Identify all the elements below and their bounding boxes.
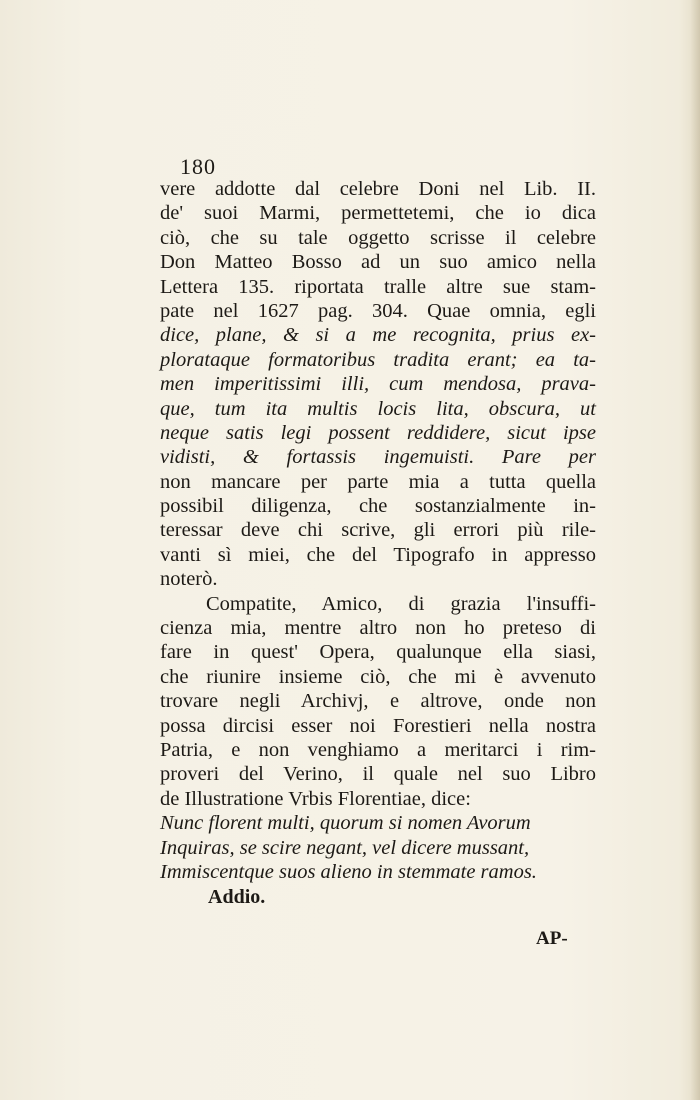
page-number: 180 [180,154,216,179]
text-line: Don Matteo Bosso ad un suo amico nella [160,251,596,274]
text-line: fare in quest' Opera, qualunque ella siasi, [160,641,596,664]
text-line: vanti sì miei, che del Tipografo in appresso [160,543,596,566]
text-line-latin: que, tum ita multis locis lita, obscura, ut [160,397,596,420]
closing-salutation: Addio. [208,886,266,908]
verse-line: Nunc florent multi, quorum si nomen Avorum [160,812,531,835]
text-line-latin: neque satis legi possent reddidere, sicut ipse [160,421,596,444]
body-text [160,177,596,884]
text-line-latin: vidisti, & fortassis ingemuisti. Pare per [160,446,596,469]
page-edge-shadow [690,0,700,1100]
text-line: cienza mia, mentre altro non ho preteso di [160,617,596,640]
text-line: pate nel 1627 pag. 304. Quae omnia, egli [160,299,596,322]
text-line: ciò, che su tale oggetto scrisse il celebre [160,226,596,249]
text-line-latin: dice, plane, & si a me recognita, prius ex- [160,324,596,347]
text-line-latin: men imperitissimi illi, cum mendosa, prava- [160,373,596,396]
text-line: non mancare per parte mia a tutta quella [160,470,596,493]
text-line-paragraph-end: noterò. [160,568,218,591]
verse-line: Immiscentque suos alieno in stemmate ramos. [160,860,537,883]
text-line: che riunire insieme ciò, che mi è avvenuto [160,665,596,688]
text-line: Patria, e non venghiamo a meritarci i rim- [160,738,596,761]
verse-line: Inquiras, se scire negant, vel dicere mussant, [160,836,530,859]
text-line-paragraph-end: de Illustratione Vrbis Florentiae, dice: [160,787,471,810]
text-line: de' suoi Marmi, permettetemi, che io dica [160,202,596,225]
text-line: vere addotte dal celebre Doni nel Lib. II. [160,178,596,200]
catchword: AP- [536,928,568,949]
text-line: teressar deve chi scrive, gli errori più rile- [160,519,596,542]
text-line: proveri del Verino, il quale nel suo Libro [160,763,596,786]
text-line-paragraph-start: Compatite, Amico, di grazia l'insuffi- [206,592,596,615]
text-line: possibil diligenza, che sostanzialmente in- [160,495,596,518]
text-line: possa dircisi esser noi Forestieri nella nostra [160,714,596,737]
text-line: Lettera 135. riportata tralle altre sue stam- [160,275,596,298]
text-line-latin: plorataque formatoribus tradita erant; ea ta- [160,348,596,371]
text-line: trovare negli Archivj, e altrove, onde non [160,690,596,713]
